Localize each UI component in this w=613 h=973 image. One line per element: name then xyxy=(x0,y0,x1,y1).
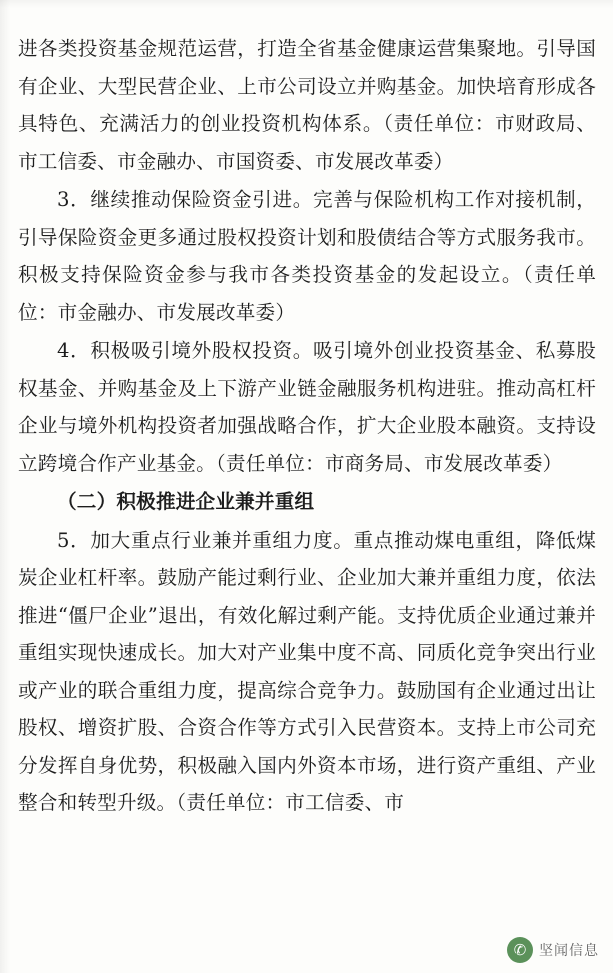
document-text-body xyxy=(18,30,596,823)
page-top-shadow xyxy=(0,0,613,8)
page-left-shadow xyxy=(0,0,10,973)
paragraph-continued: 进各类投资基金规范运营，打造全省基金健康运营集聚地。引导国有企业、大型民营企业、上市公司设立并购基金。加快培育形成各具特色、充满活力的创业投资机构体系。（责任单位：市财政局、市工信委、市金融办、市国资委、市发展改革委） xyxy=(18,37,596,173)
watermark xyxy=(507,937,599,963)
section-heading-2: （二）积极推进企业兼并重组 xyxy=(57,490,315,513)
paragraph-item-5: 5．加大重点行业兼并重组力度。重点推动煤电重组，降低煤炭企业杠杆率。鼓励产能过剩行业、企业加大兼并重组力度，依法推进“僵尸企业”退出，有效化解过剩产能。支持优质企业通过兼并重组实现快速成长。加大对产业集中度不高、同质化竞争突出行业或产业的联合重组力度，提高综合竞争力。鼓励国有企业通过出让股权、增资扩股、合资合作等方式引入民营资本。支持上市公司充分发挥自身优势，积极融入国内外资本市场，进行资产重组、产业整合和转型升级。（责任单位：市工信委、市 xyxy=(18,528,596,814)
watermark-label: 坚闻信息 xyxy=(539,943,599,959)
paragraph-item-4: 4．积极吸引境外股权投资。吸引境外创业投资基金、私募股权基金、并购基金及上下游产业链金融服务机构进驻。推动高杠杆企业与境外机构投资者加强战略合作，扩大企业股本融资。支持设立跨境合作产业基金。（责任单位：市商务局、市发展改革委） xyxy=(18,339,596,475)
wechat-icon: ✆ xyxy=(507,937,533,963)
paragraph-item-3: 3．继续推动保险资金引进。完善与保险机构工作对接机制，引导保险资金更多通过股权投资计划和股债结合等方式服务我市。积极支持保险资金参与我市各类投资基金的发起设立。（责任单位：市金融办、市发展改革委） xyxy=(18,188,596,324)
